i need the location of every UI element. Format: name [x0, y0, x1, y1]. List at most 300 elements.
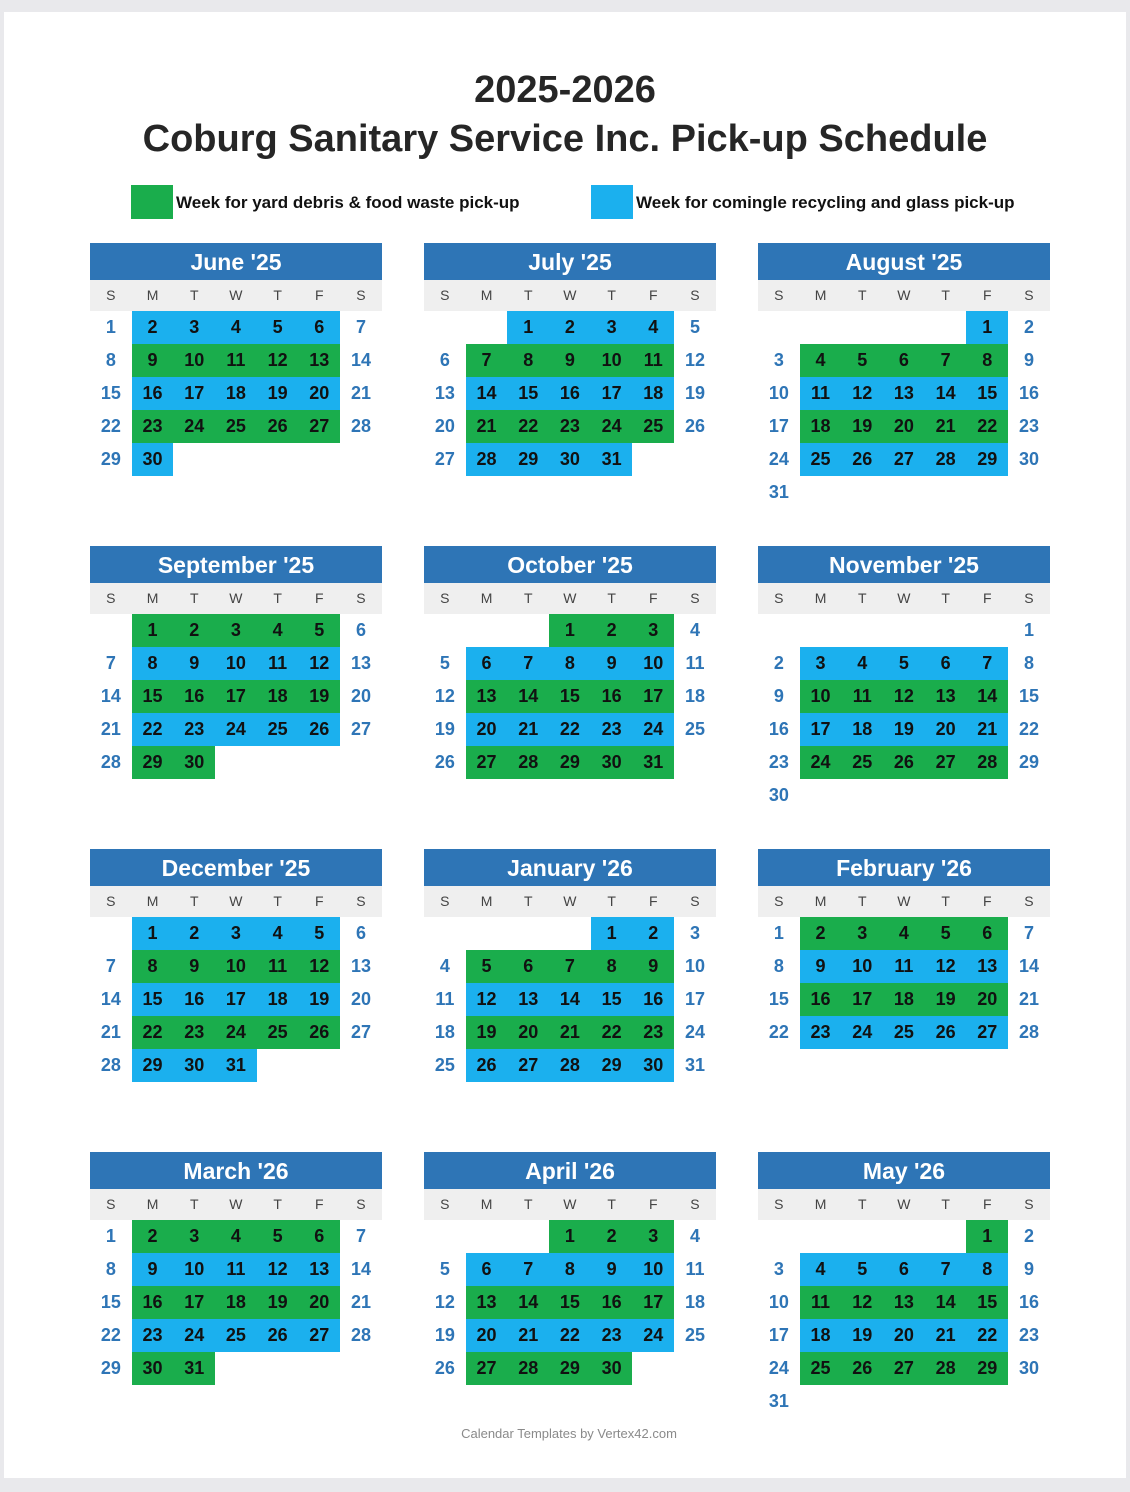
pickup-day: 10: [215, 647, 257, 680]
weekday-label: T: [941, 1196, 950, 1212]
weekend-day: 8: [105, 1259, 116, 1279]
pickup-day: 28: [925, 1352, 967, 1385]
empty-day-cell: [800, 614, 842, 647]
weekend-day: 14: [350, 1259, 371, 1279]
empty-day-cell: [257, 1049, 299, 1082]
weekday-label: M: [146, 893, 159, 909]
empty-day-cell: [340, 443, 382, 476]
week-row: [90, 1220, 382, 1253]
pickup-day: 26: [841, 1352, 883, 1385]
pickup-day: 20: [466, 1319, 508, 1352]
empty-day-cell: [1008, 1385, 1050, 1418]
empty-day-cell: [507, 1220, 549, 1253]
pickup-day: 1: [549, 1220, 591, 1253]
weekend-day: 3: [689, 923, 700, 943]
empty-day-cell: [257, 746, 299, 779]
pickup-day: 4: [800, 344, 842, 377]
pickup-day: 19: [257, 1286, 299, 1319]
pickup-day: 18: [257, 983, 299, 1016]
pickup-day: 16: [632, 983, 674, 1016]
pickup-day: 22: [132, 1016, 174, 1049]
week-row: [424, 1016, 716, 1049]
weekend-day: 21: [100, 1022, 121, 1042]
weekday-label: S: [690, 590, 700, 606]
weekday-label: F: [983, 590, 992, 606]
pickup-day: 29: [966, 1352, 1008, 1385]
month-calendar: [758, 243, 1050, 509]
weekday-label: F: [315, 287, 324, 303]
weekend-day: 6: [355, 620, 366, 640]
weekend-day: 13: [350, 653, 371, 673]
pickup-day: 29: [591, 1049, 633, 1082]
weekday-label: S: [690, 893, 700, 909]
pickup-day: 25: [215, 1319, 257, 1352]
empty-day-cell: [340, 746, 382, 779]
weekday-label: S: [440, 1196, 450, 1212]
empty-day-cell: [466, 311, 508, 344]
week-row: [758, 614, 1050, 647]
pickup-day: 16: [591, 1286, 633, 1319]
week-row: [424, 1220, 716, 1253]
weekday-label: F: [983, 1196, 992, 1212]
empty-day-cell: [841, 311, 883, 344]
pickup-day: 13: [298, 344, 340, 377]
pickup-day: 17: [841, 983, 883, 1016]
weekend-day: 15: [100, 383, 121, 403]
pickup-day: 24: [632, 713, 674, 746]
weekday-header: [758, 1189, 1050, 1220]
pickup-day: 27: [925, 746, 967, 779]
pickup-day: 13: [883, 1286, 925, 1319]
pickup-day: 5: [841, 344, 883, 377]
weekday-label: T: [941, 287, 950, 303]
pickup-day: 9: [173, 647, 215, 680]
week-row: [758, 410, 1050, 443]
week-row: [424, 311, 716, 344]
pickup-day: 29: [966, 443, 1008, 476]
pickup-day: 17: [173, 1286, 215, 1319]
pickup-day: 19: [883, 713, 925, 746]
month-title: January '26: [424, 849, 716, 886]
pickup-day: 27: [298, 1319, 340, 1352]
week-row: [90, 377, 382, 410]
pickup-day: 11: [257, 950, 299, 983]
week-row: [424, 1253, 716, 1286]
weekend-day: 8: [105, 350, 116, 370]
pickup-day: 8: [507, 344, 549, 377]
pickup-day: 2: [173, 614, 215, 647]
empty-day-cell: [90, 917, 132, 950]
pickup-day: 24: [632, 1319, 674, 1352]
pickup-day: 6: [883, 1253, 925, 1286]
week-row: [424, 614, 716, 647]
weekday-label: S: [774, 893, 784, 909]
pickup-day: 20: [966, 983, 1008, 1016]
weekday-label: F: [315, 1196, 324, 1212]
weekend-day: 21: [100, 719, 121, 739]
weekday-label: M: [814, 1196, 827, 1212]
footer-credit: Calendar Templates by Vertex42.com: [461, 1426, 677, 1441]
weekday-label: T: [523, 1196, 533, 1212]
pickup-day: 11: [632, 344, 674, 377]
empty-day-cell: [298, 1352, 340, 1385]
pickup-day: 15: [549, 680, 591, 713]
weekday-label: S: [690, 287, 700, 303]
empty-day-cell: [1008, 476, 1050, 509]
weekend-day: 10: [768, 383, 789, 403]
pickup-day: 17: [215, 983, 257, 1016]
weekend-day: 7: [1023, 923, 1034, 943]
weekday-header: [90, 583, 382, 614]
weekend-day: 22: [768, 1022, 789, 1042]
pickup-day: 31: [173, 1352, 215, 1385]
pickup-day: 10: [215, 950, 257, 983]
pickup-day: 19: [925, 983, 967, 1016]
pickup-day: 27: [966, 1016, 1008, 1049]
pickup-day: 24: [841, 1016, 883, 1049]
empty-day-cell: [925, 1385, 967, 1418]
pickup-day: 1: [966, 1220, 1008, 1253]
weekend-day: 25: [684, 1325, 705, 1345]
pickup-day: 3: [215, 917, 257, 950]
pickup-day: 29: [507, 443, 549, 476]
pickup-day: 23: [549, 410, 591, 443]
weekend-day: 5: [439, 1259, 450, 1279]
weekday-label: T: [189, 287, 199, 303]
weekday-header: [90, 886, 382, 917]
weekday-label: S: [356, 590, 366, 606]
weekend-day: 28: [100, 752, 121, 772]
pickup-day: 17: [632, 680, 674, 713]
pickup-day: 29: [549, 746, 591, 779]
pickup-day: 8: [132, 950, 174, 983]
month-calendar: [424, 243, 716, 476]
pickup-day: 27: [466, 1352, 508, 1385]
weekday-label: S: [440, 590, 450, 606]
weekday-label: T: [857, 590, 867, 606]
pickup-day: 19: [257, 377, 299, 410]
weekend-day: 6: [355, 923, 366, 943]
pickup-day: 27: [883, 443, 925, 476]
week-row: [758, 443, 1050, 476]
week-row: [90, 344, 382, 377]
week-row: [758, 680, 1050, 713]
weekend-day: 17: [684, 989, 705, 1009]
weekday-label: T: [523, 893, 533, 909]
weekend-day: 15: [1018, 686, 1039, 706]
pickup-day: 26: [257, 1319, 299, 1352]
week-row: [424, 344, 716, 377]
empty-day-cell: [925, 1220, 967, 1253]
pickup-day: 9: [132, 344, 174, 377]
weekday-label: T: [189, 893, 199, 909]
weekend-day: 5: [689, 317, 700, 337]
pickup-day: 15: [966, 1286, 1008, 1319]
pickup-day: 23: [800, 1016, 842, 1049]
pickup-day: 26: [883, 746, 925, 779]
pickup-day: 20: [507, 1016, 549, 1049]
weekend-day: 24: [684, 1022, 705, 1042]
empty-day-cell: [758, 311, 800, 344]
weekday-label: F: [649, 1196, 658, 1212]
empty-day-cell: [883, 614, 925, 647]
pickup-day: 10: [173, 1253, 215, 1286]
empty-day-cell: [298, 443, 340, 476]
weekend-day: 20: [350, 686, 371, 706]
week-row: [90, 917, 382, 950]
empty-day-cell: [424, 917, 466, 950]
weekend-day: 29: [1018, 752, 1039, 772]
weekend-day: 7: [105, 956, 116, 976]
weekday-label: S: [106, 893, 116, 909]
weekend-day: 26: [434, 752, 455, 772]
weekend-day: 3: [773, 1259, 784, 1279]
weekend-day: 7: [355, 317, 366, 337]
empty-day-cell: [257, 1352, 299, 1385]
weekend-day: 18: [434, 1022, 455, 1042]
pickup-day: 11: [883, 950, 925, 983]
week-row: [758, 476, 1050, 509]
pickup-day: 26: [466, 1049, 508, 1082]
pickup-day: 22: [132, 713, 174, 746]
empty-day-cell: [883, 1220, 925, 1253]
empty-day-cell: [925, 779, 967, 812]
pickup-day: 13: [507, 983, 549, 1016]
pickup-day: 21: [466, 410, 508, 443]
weekend-day: 11: [685, 653, 705, 673]
empty-day-cell: [674, 443, 716, 476]
pickup-day: 13: [466, 680, 508, 713]
pickup-day: 7: [507, 647, 549, 680]
weekday-label: S: [1024, 893, 1034, 909]
pickup-day: 19: [466, 1016, 508, 1049]
empty-day-cell: [632, 1352, 674, 1385]
empty-day-cell: [966, 1385, 1008, 1418]
weekend-day: 23: [1018, 1325, 1039, 1345]
weekend-day: 15: [768, 989, 789, 1009]
empty-day-cell: [841, 1385, 883, 1418]
pickup-day: 21: [549, 1016, 591, 1049]
pickup-day: 17: [215, 680, 257, 713]
empty-day-cell: [883, 1385, 925, 1418]
pickup-day: 9: [549, 344, 591, 377]
weekend-day: 21: [1018, 989, 1039, 1009]
weekday-label: S: [356, 287, 366, 303]
weekday-label: W: [897, 287, 911, 303]
pickup-day: 5: [925, 917, 967, 950]
weekend-day: 14: [350, 350, 371, 370]
week-row: [90, 1253, 382, 1286]
weekend-day: 2: [773, 653, 784, 673]
month-title: October '25: [424, 546, 716, 583]
empty-day-cell: [507, 614, 549, 647]
pickup-day: 10: [591, 344, 633, 377]
empty-day-cell: [215, 443, 257, 476]
pickup-day: 10: [632, 1253, 674, 1286]
pickup-day: 18: [257, 680, 299, 713]
weekday-label: S: [774, 1196, 784, 1212]
weekday-label: T: [607, 893, 616, 909]
pickup-day: 16: [173, 983, 215, 1016]
week-row: [90, 410, 382, 443]
pickup-day: 28: [966, 746, 1008, 779]
weekday-label: S: [356, 1196, 366, 1212]
weekend-day: 27: [350, 1022, 371, 1042]
weekday-header: [424, 583, 716, 614]
empty-day-cell: [883, 779, 925, 812]
weekend-day: 17: [768, 1325, 789, 1345]
legend-label-recycling: Week for comingle recycling and glass pick-up: [636, 193, 1015, 212]
weekday-label: M: [480, 1196, 493, 1212]
month-title: December '25: [90, 849, 382, 886]
pickup-day: 3: [591, 311, 633, 344]
weekend-day: 12: [434, 686, 455, 706]
pickup-day: 4: [257, 917, 299, 950]
week-row: [424, 443, 716, 476]
weekend-day: 19: [434, 1325, 455, 1345]
pickup-day: 16: [173, 680, 215, 713]
weekday-label: S: [774, 590, 784, 606]
pickup-day: 30: [632, 1049, 674, 1082]
weekday-label: W: [897, 1196, 911, 1212]
weekend-day: 10: [684, 956, 705, 976]
weekend-day: 1: [773, 923, 784, 943]
weekday-label: M: [146, 590, 159, 606]
weekend-day: 9: [773, 686, 784, 706]
weekend-day: 16: [1018, 1292, 1039, 1312]
pickup-day: 18: [215, 377, 257, 410]
weekday-header: [424, 1189, 716, 1220]
weekend-day: 27: [434, 449, 455, 469]
weekday-label: T: [189, 1196, 199, 1212]
week-row: [424, 1319, 716, 1352]
month-title: July '25: [424, 243, 716, 280]
pickup-day: 31: [632, 746, 674, 779]
weekend-day: 1: [1023, 620, 1034, 640]
pickup-day: 16: [591, 680, 633, 713]
pickup-day: 22: [507, 410, 549, 443]
pickup-day: 13: [298, 1253, 340, 1286]
pickup-day: 7: [925, 1253, 967, 1286]
pickup-day: 3: [800, 647, 842, 680]
weekend-day: 26: [684, 416, 705, 436]
pickup-day: 1: [591, 917, 633, 950]
pickup-day: 30: [173, 746, 215, 779]
pickup-day: 1: [549, 614, 591, 647]
pickup-day: 12: [257, 1253, 299, 1286]
weekday-label: T: [273, 1196, 282, 1212]
pickup-day: 27: [507, 1049, 549, 1082]
weekday-label: F: [649, 590, 658, 606]
empty-day-cell: [800, 476, 842, 509]
pickup-day: 2: [800, 917, 842, 950]
pickup-day: 20: [298, 377, 340, 410]
week-row: [90, 1016, 382, 1049]
weekday-label: F: [983, 893, 992, 909]
month-calendar: [424, 546, 716, 779]
weekday-label: S: [440, 287, 450, 303]
weekday-label: W: [897, 590, 911, 606]
weekend-day: 1: [105, 1226, 116, 1246]
legend-swatch-yard-debris: [131, 185, 173, 219]
weekend-day: 2: [1023, 317, 1034, 337]
weekend-day: 21: [350, 1292, 371, 1312]
pickup-day: 6: [466, 1253, 508, 1286]
pickup-day: 3: [632, 1220, 674, 1253]
empty-day-cell: [424, 311, 466, 344]
pickup-day: 16: [800, 983, 842, 1016]
weekend-day: 28: [100, 1055, 121, 1075]
pickup-day: 8: [549, 647, 591, 680]
empty-day-cell: [758, 614, 800, 647]
weekend-day: 12: [434, 1292, 455, 1312]
month-title: April '26: [424, 1152, 716, 1189]
pickup-day: 2: [132, 311, 174, 344]
pickup-day: 15: [966, 377, 1008, 410]
pickup-day: 21: [925, 1319, 967, 1352]
week-row: [758, 1016, 1050, 1049]
pickup-day: 6: [507, 950, 549, 983]
week-row: [758, 746, 1050, 779]
month-calendar: [424, 1152, 716, 1385]
empty-day-cell: [466, 917, 508, 950]
pickup-day: 16: [549, 377, 591, 410]
weekday-label: F: [983, 287, 992, 303]
pickup-day: 28: [507, 746, 549, 779]
week-row: [424, 950, 716, 983]
pickup-day: 13: [466, 1286, 508, 1319]
empty-day-cell: [424, 614, 466, 647]
week-row: [424, 746, 716, 779]
pickup-day: 2: [549, 311, 591, 344]
pickup-day: 18: [215, 1286, 257, 1319]
pickup-day: 7: [549, 950, 591, 983]
empty-day-cell: [841, 614, 883, 647]
empty-day-cell: [800, 779, 842, 812]
week-row: [758, 713, 1050, 746]
pickup-day: 22: [591, 1016, 633, 1049]
pickup-day: 24: [800, 746, 842, 779]
pickup-day: 11: [800, 377, 842, 410]
pickup-day: 9: [591, 1253, 633, 1286]
legend-swatch-recycling: [591, 185, 633, 219]
weekend-day: 6: [439, 350, 450, 370]
pickup-day: 21: [507, 1319, 549, 1352]
pickup-day: 14: [925, 377, 967, 410]
empty-day-cell: [215, 746, 257, 779]
weekend-day: 8: [773, 956, 784, 976]
pickup-day: 10: [632, 647, 674, 680]
pickup-day: 30: [591, 1352, 633, 1385]
pickup-day: 9: [591, 647, 633, 680]
week-row: [90, 680, 382, 713]
weekend-day: 3: [773, 350, 784, 370]
empty-day-cell: [173, 443, 215, 476]
weekend-day: 16: [1018, 383, 1039, 403]
weekday-label: T: [607, 590, 616, 606]
weekday-label: M: [146, 287, 159, 303]
weekday-label: M: [146, 1196, 159, 1212]
pickup-day: 16: [132, 1286, 174, 1319]
empty-day-cell: [966, 779, 1008, 812]
pickup-day: 26: [841, 443, 883, 476]
month-calendar: [758, 849, 1050, 1049]
pickup-day: 2: [173, 917, 215, 950]
week-row: [90, 647, 382, 680]
weekday-label: F: [315, 590, 324, 606]
empty-day-cell: [298, 1049, 340, 1082]
weekday-label: M: [814, 590, 827, 606]
